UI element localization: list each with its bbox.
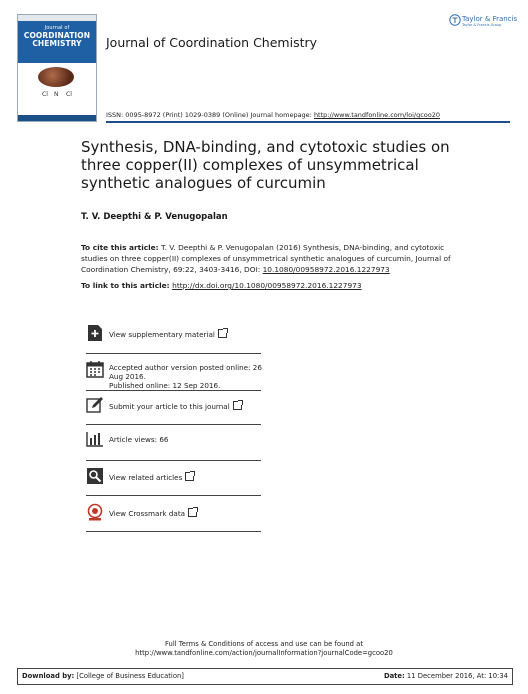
download-by bbox=[22, 672, 184, 680]
article-link-line bbox=[81, 281, 362, 290]
cover-title-line: Journal of bbox=[44, 25, 70, 31]
article-link-url[interactable]: http://dx.doi.org/10.1080/00958972.2016.1227973 bbox=[172, 281, 362, 290]
link-divider bbox=[86, 424, 261, 425]
publication-history-text: Accepted author version posted online: 26 Aug 2016. Published online: 12 Sep 2016. bbox=[109, 363, 262, 390]
external-link-icon bbox=[185, 472, 194, 481]
cover-molecule-label: Cl bbox=[66, 91, 72, 98]
journal-homepage-link[interactable]: http://www.tandfonline.com/loi/gcoo20 bbox=[313, 111, 441, 119]
download-value: [College of Business Education] bbox=[74, 672, 184, 680]
citation-block bbox=[81, 242, 461, 275]
link-label: View Crossmark data bbox=[109, 509, 186, 518]
article-views-text: Article views: 66 bbox=[109, 435, 169, 444]
cover-title-line: CHEMISTRY bbox=[32, 39, 82, 48]
crossmark-link[interactable] bbox=[86, 503, 261, 523]
article-authors: T. V. Deepthi & P. Venugopalan bbox=[81, 212, 228, 222]
link-divider bbox=[86, 353, 261, 354]
cover-title bbox=[18, 24, 96, 48]
journal-cover-image bbox=[17, 14, 97, 122]
header-divider bbox=[106, 121, 510, 123]
terms-line: Full Terms & Conditions of access and use can be found at bbox=[165, 640, 363, 648]
link-divider bbox=[86, 460, 261, 461]
external-link-icon bbox=[218, 329, 227, 338]
terms-url[interactable]: http://www.tandfonline.com/action/journalInformation?journalCode=gcoo20 bbox=[135, 649, 393, 657]
crossmark-icon bbox=[86, 503, 104, 521]
submit-article-link[interactable] bbox=[86, 396, 261, 416]
citation-label: To cite this article: bbox=[81, 243, 159, 252]
cover-molecule-label: Cl bbox=[42, 91, 48, 98]
supplementary-material-link[interactable] bbox=[86, 324, 261, 344]
issn-line bbox=[106, 111, 440, 119]
article-link-label: To link to this article: bbox=[81, 281, 173, 290]
terms-notice bbox=[0, 640, 528, 658]
article-title: Synthesis, DNA-binding, and cytotoxic studies on three copper(II) complexes of unsymmetrical synthetic analogues of curcumin bbox=[81, 138, 450, 192]
plus-document-icon bbox=[86, 324, 104, 342]
calendar-icon bbox=[86, 360, 104, 378]
related-articles-link[interactable] bbox=[86, 467, 261, 487]
magnifier-icon bbox=[86, 467, 104, 485]
taylor-francis-logo-icon bbox=[449, 14, 461, 26]
link-divider bbox=[86, 531, 261, 532]
pencil-edit-icon bbox=[86, 396, 104, 414]
bar-chart-icon bbox=[86, 430, 104, 448]
doi-link[interactable]: 10.1080/00958972.2016.1227973 bbox=[262, 265, 390, 274]
external-link-icon bbox=[188, 508, 197, 517]
download-date bbox=[384, 672, 508, 680]
link-label: Submit your article to this journal bbox=[109, 402, 230, 411]
publisher-name: Taylor & Francis bbox=[462, 15, 518, 23]
download-info-bar bbox=[17, 668, 513, 685]
link-label: View related articles bbox=[109, 473, 183, 482]
link-divider bbox=[86, 495, 261, 496]
article-views bbox=[86, 430, 261, 450]
cover-title-line: COORDINATION bbox=[23, 31, 91, 40]
cover-molecule-label: N bbox=[54, 91, 59, 98]
publisher-tagline: Taylor & Francis Group bbox=[462, 23, 502, 27]
citation-text: T. V. Deepthi & P. Venugopalan (2016) Synthesis, DNA-binding, and cytotoxic studies on three copper(II) complexes of unsymmetrical synthetic analogues of curcumin, Journal of Coordination Chemistry, 69:22, 3403-3416, DOI: bbox=[81, 243, 451, 274]
publication-history bbox=[86, 360, 261, 390]
journal-title: Journal of Coordination Chemistry bbox=[106, 35, 318, 50]
link-divider bbox=[86, 390, 261, 391]
download-label: Download by: bbox=[22, 672, 75, 680]
issn-text: ISSN: 0095-8972 (Print) 1029-0389 (Online) Journal homepage: bbox=[106, 111, 314, 119]
cover-bean-graphic bbox=[38, 67, 74, 87]
date-label: Date: bbox=[383, 672, 405, 680]
external-link-icon bbox=[233, 401, 242, 410]
link-label: View supplementary material bbox=[109, 330, 215, 339]
date-value: 11 December 2016, At: 10:34 bbox=[404, 672, 508, 680]
